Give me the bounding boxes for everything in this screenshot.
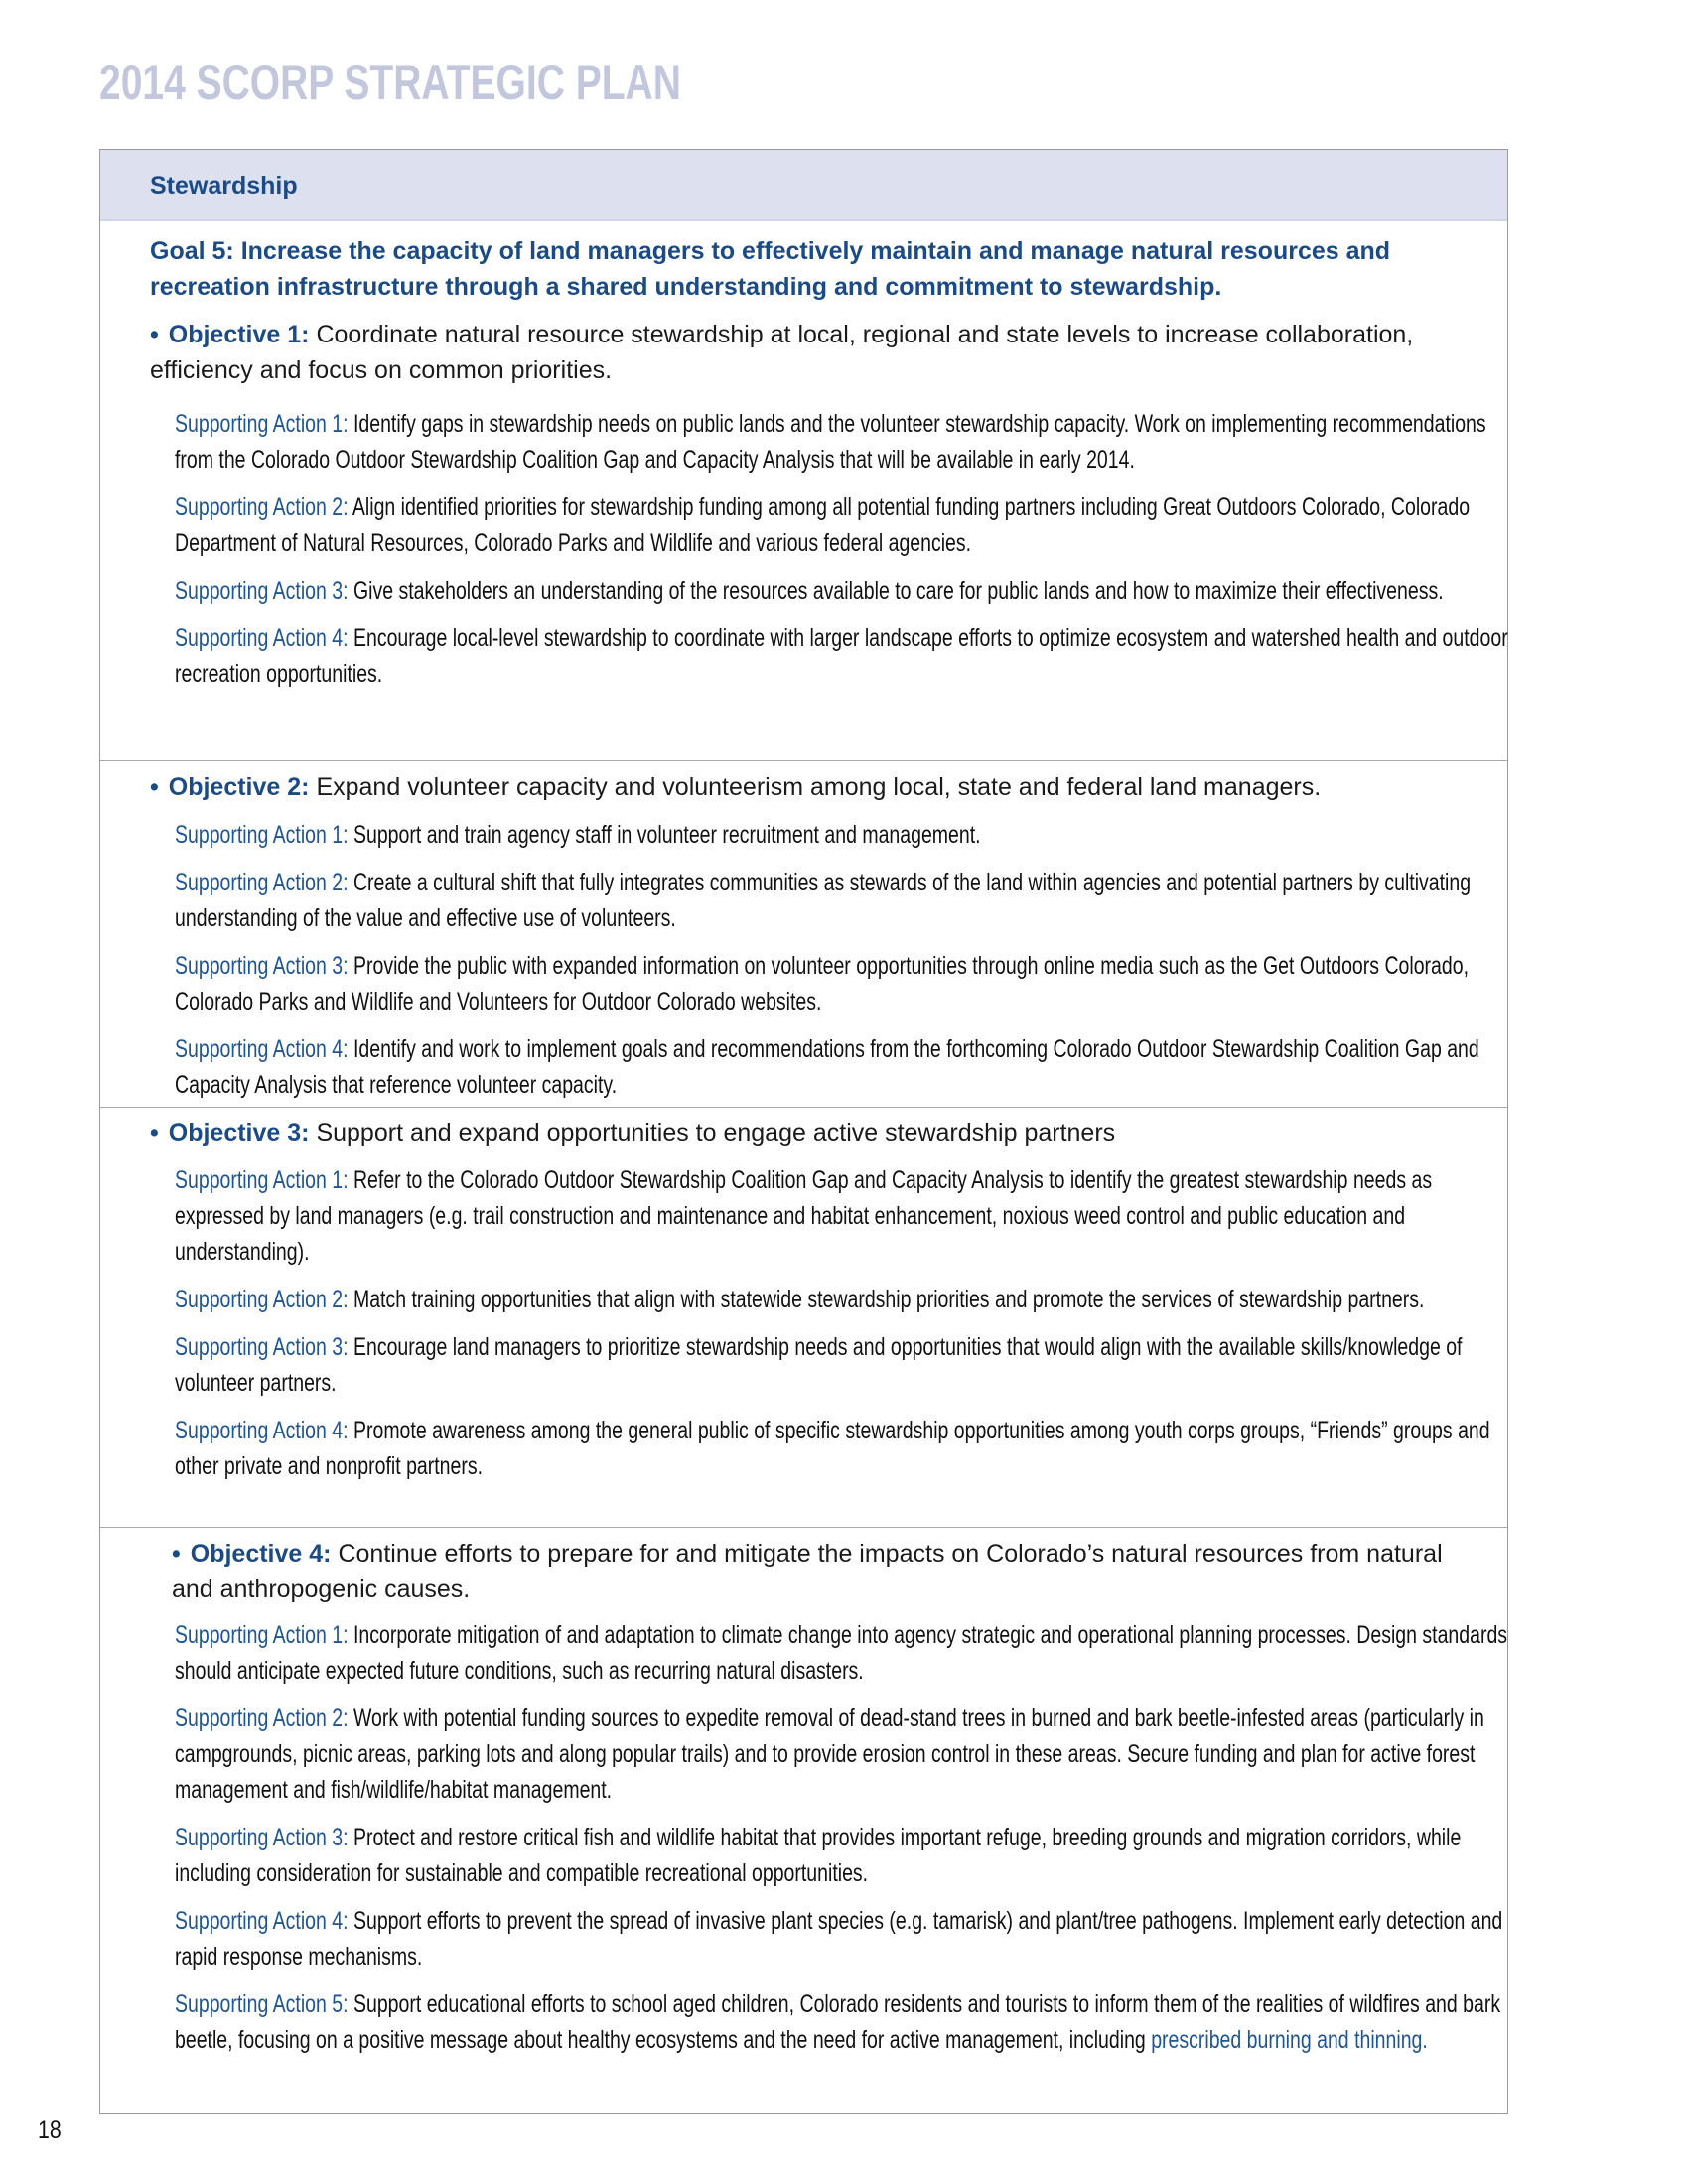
supporting-action [175, 865, 1522, 936]
supporting-action [175, 406, 1522, 478]
action-label: Supporting Action 2: [175, 1286, 349, 1313]
supporting-action [175, 1413, 1522, 1484]
supporting-action [175, 948, 1522, 1020]
action-text: Promote awareness among the general public of specific stewardship opportunities among youth corps groups, “Friends” groups and other private and nonprofit partners. [175, 1417, 1490, 1480]
objective-1-actions [175, 406, 1522, 692]
objective-2-actions [175, 817, 1522, 1103]
objective-label: Objective 1: [168, 321, 310, 348]
objective-3-actions [175, 1162, 1522, 1484]
action-text: Match training opportunities that align with statewide stewardship priorities and promote the services of stewardship partners. [352, 1286, 1425, 1313]
objective-text: Coordinate natural resource stewardship at local, regional and state levels to increase collaboration, efficiency and focus on common priorities. [150, 321, 1414, 384]
row-divider [100, 760, 1507, 761]
action-label: Supporting Action 3: [175, 952, 349, 980]
objective-label: Objective 4: [190, 1540, 332, 1568]
row-divider [100, 1527, 1507, 1528]
page-number: 18 [38, 2116, 62, 2144]
action-text: Encourage land managers to prioritize stewardship needs and opportunities that would align with the available skills/knowledge of volunteer partners. [175, 1333, 1463, 1397]
supporting-action [175, 1986, 1522, 2058]
supporting-action [175, 1282, 1522, 1317]
action-text: Provide the public with expanded information on volunteer opportunities through online media such as the Get Outdoors Colorado, Colorado Parks and Wildlife and Volunteers for Outdoor Colorado websites. [175, 952, 1470, 1016]
supporting-action [175, 573, 1522, 609]
action-text: Create a cultural shift that fully integrates communities as stewards of the land within agencies and potential partners by cultivating understanding of the value and effective use of volunteers. [175, 869, 1472, 932]
action-label: Supporting Action 2: [175, 869, 349, 896]
action-label: Supporting Action 4: [175, 624, 349, 652]
supporting-action [175, 1903, 1522, 1975]
action-text: Support efforts to prevent the spread of invasive plant species (e.g. tamarisk) and plant/tree pathogens. Implement early detection and rapid response mechanisms. [175, 1907, 1503, 1971]
supporting-action [175, 620, 1522, 692]
action-label: Supporting Action 4: [175, 1417, 349, 1444]
action-text: Encourage local-level stewardship to coordinate with larger landscape efforts to optimize ecosystem and watershed health and outdoor recreation opportunities. [175, 624, 1508, 688]
objective-4-actions [175, 1617, 1522, 2058]
supporting-action [175, 1329, 1522, 1401]
action-label: Supporting Action 2: [175, 1705, 349, 1732]
objective-4 [172, 1536, 1482, 1607]
row-divider [100, 1107, 1507, 1108]
objective-label: Objective 3: [168, 1119, 310, 1147]
supporting-action [175, 817, 1522, 853]
supporting-action [175, 1031, 1522, 1103]
supporting-action [175, 1617, 1522, 1689]
action-text: Protect and restore critical fish and wildlife habitat that provides important refuge, breeding grounds and migration corridors, while including consideration for sustainable and compatible recreational opportunities. [175, 1824, 1462, 1887]
action-label: Supporting Action 3: [175, 1824, 349, 1851]
objective-1 [150, 317, 1480, 388]
section-header-band [100, 150, 1507, 221]
action-label: Supporting Action 4: [175, 1035, 349, 1063]
bullet-icon: • [150, 321, 159, 348]
supporting-action [175, 1162, 1522, 1270]
action-label: Supporting Action 1: [175, 410, 349, 438]
objective-text: Support and expand opportunities to engage active stewardship partners [316, 1119, 1116, 1147]
action-label: Supporting Action 4: [175, 1907, 349, 1935]
action-label: Supporting Action 3: [175, 1333, 349, 1361]
action-text: Refer to the Colorado Outdoor Stewardship Coalition Gap and Capacity Analysis to identify the greatest stewardship needs as expressed by land managers (e.g. trail construction and maintenance and habitat enhancement, noxious weed control and public education and understanding). [175, 1166, 1433, 1266]
goal-label: Goal 5: [150, 237, 234, 265]
goal-statement [150, 233, 1480, 305]
objective-label: Objective 2: [168, 773, 310, 801]
objective-text: Expand volunteer capacity and volunteerism among local, state and federal land managers. [316, 773, 1322, 801]
supporting-action [175, 489, 1522, 561]
bullet-icon: • [150, 773, 159, 801]
action-label: Supporting Action 5: [175, 1990, 349, 2018]
action-text: Align identified priorities for stewardship funding among all potential funding partners including Great Outdoors Colorado, Colorado Department of Natural Resources, Colorado Parks and Wildlife and various federal agencies. [175, 493, 1471, 557]
supporting-action [175, 1820, 1522, 1891]
action-text: Support and train agency staff in volunteer recruitment and management. [352, 821, 981, 849]
bullet-icon: • [150, 1119, 159, 1147]
supporting-action [175, 1701, 1522, 1808]
objective-2 [150, 769, 1480, 805]
action-label: Supporting Action 3: [175, 577, 349, 605]
highlighted-text: prescribed burning and thinning. [1151, 2026, 1428, 2054]
action-text: Identify gaps in stewardship needs on public lands and the volunteer stewardship capacity. Work on implementing recommendations from the Colorado Outdoor Stewardship Coalition Gap and Capacity Analysis that will be available in early 2014. [175, 410, 1486, 474]
action-text: Incorporate mitigation of and adaptation to climate change into agency strategic and operational planning processes. Design standards should anticipate expected future conditions, such as recurring natural disasters. [175, 1621, 1508, 1685]
action-text: Work with potential funding sources to expedite removal of dead-stand trees in burned and bark beetle-infested areas (particularly in campgrounds, picnic areas, parking lots and along popular trails) and to provide erosion control in these areas. Secure funding and plan for active forest management and fish/wildlife/habitat management. [175, 1705, 1484, 1804]
action-label: Supporting Action 1: [175, 1166, 349, 1194]
objective-text: Continue efforts to prepare for and mitigate the impacts on Colorado’s natural resources from natural and anthropogenic causes. [172, 1540, 1443, 1603]
bullet-icon: • [172, 1540, 181, 1568]
goal-text: Increase the capacity of land managers to effectively maintain and manage natural resources and recreation infrastructure through a shared understanding and commitment to stewardship. [150, 237, 1391, 301]
action-text: Support educational efforts to school aged children, Colorado residents and tourists to inform them of the realities of wildfires and bark beetle, focusing on a positive message about healthy ecosystems and the need for active management, including [175, 1990, 1501, 2054]
section-label: Stewardship [150, 172, 298, 200]
action-label: Supporting Action 1: [175, 1621, 349, 1649]
stewardship-table [99, 149, 1508, 2114]
action-label: Supporting Action 2: [175, 493, 349, 521]
document-title: 2014 SCORP STRATEGIC PLAN [99, 55, 681, 110]
action-label: Supporting Action 1: [175, 821, 349, 849]
objective-3 [150, 1115, 1480, 1151]
action-text: Give stakeholders an understanding of the resources available to care for public lands and how to maximize their effectiveness. [352, 577, 1444, 605]
action-text: Identify and work to implement goals and recommendations from the forthcoming Colorado Outdoor Stewardship Coalition Gap and Capacity Analysis that reference volunteer capacity. [175, 1035, 1479, 1099]
